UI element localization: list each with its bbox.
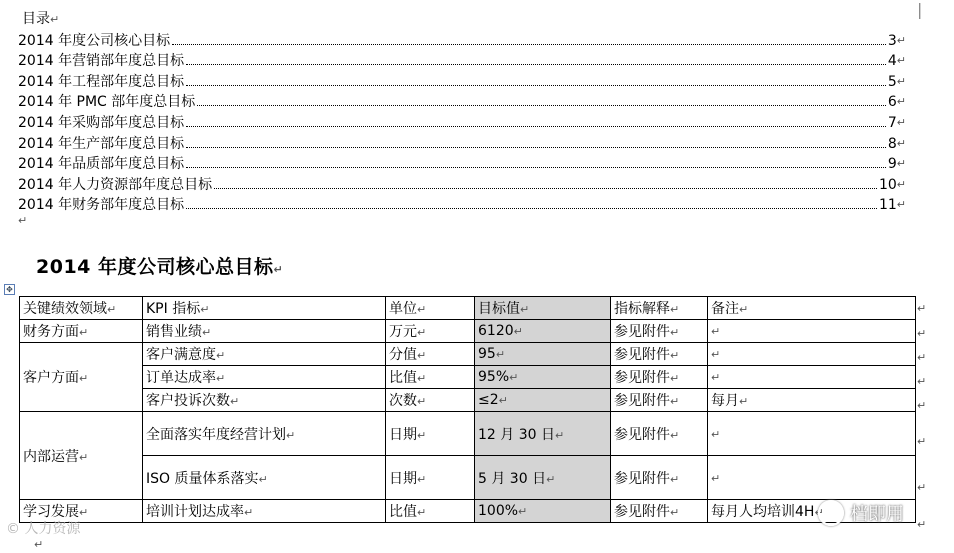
- toc-entry-title: 2014 年财务部年度总目标: [18, 197, 185, 214]
- paragraph-mark: ↵: [546, 472, 556, 486]
- toc-dot-leader: [186, 208, 877, 209]
- row-end-mark: ↵: [917, 327, 927, 340]
- table-row: [20, 500, 916, 523]
- column-header-text: 单位: [389, 301, 417, 317]
- paragraph-mark: ↵: [79, 326, 89, 339]
- explain-text: 参见附件: [614, 426, 670, 443]
- toc-heading: [22, 8, 59, 28]
- paragraph-mark: ↵: [216, 372, 226, 385]
- paragraph-mark: ↵: [417, 372, 427, 385]
- toc-entry-page: 8: [887, 135, 897, 152]
- paragraph-mark: ↵: [739, 303, 749, 316]
- page-corner-mark: |: [917, 0, 923, 19]
- area-text: 学习发展: [23, 504, 79, 520]
- paragraph-mark: ↵: [498, 394, 508, 407]
- toc-entry[interactable]: [18, 133, 906, 154]
- paragraph-mark: ↵: [417, 349, 427, 362]
- area-text: 财务方面: [23, 324, 79, 340]
- toc-entry[interactable]: [18, 154, 906, 175]
- note-cell: [708, 366, 916, 389]
- note-text: 每月人均培训4H: [711, 504, 815, 520]
- kpi-cell: [143, 389, 386, 412]
- explain-text: 参见附件: [614, 347, 670, 363]
- unit-text: 日期: [389, 426, 417, 443]
- toc-dot-leader: [186, 85, 886, 86]
- paragraph-mark: ↵: [670, 506, 680, 519]
- note-cell: [708, 412, 916, 456]
- explain-cell: [611, 456, 708, 500]
- area-text: 客户方面: [23, 370, 79, 386]
- kpi-text: 全面落实年度经营计划: [146, 426, 286, 443]
- target-text: 95: [478, 346, 496, 362]
- kpi-cell: [143, 412, 386, 456]
- paragraph-mark: ↵: [554, 428, 565, 442]
- row-end-mark: ↵: [917, 435, 927, 448]
- target-text: 100%: [478, 503, 519, 519]
- row-end-mark: ↵: [917, 351, 927, 364]
- toc-entry-title: 2014 年采购部年度总目标: [18, 114, 185, 131]
- paragraph-mark: ↵: [670, 472, 680, 486]
- table-of-contents: [18, 30, 906, 215]
- column-header-explain: [611, 297, 708, 320]
- toc-entry-page: 10: [878, 176, 897, 193]
- watermark-left: © 人力资源: [6, 521, 81, 537]
- paragraph-mark: ↵: [417, 472, 427, 486]
- paragraph-mark: ↵: [79, 372, 89, 385]
- paragraph-mark: ↵: [18, 214, 28, 227]
- table-row: [20, 412, 916, 456]
- paragraph-mark: ↵: [258, 472, 268, 486]
- section-title: [36, 252, 283, 279]
- note-text: 每月: [711, 393, 739, 409]
- toc-entry[interactable]: [18, 174, 906, 195]
- paragraph-mark: ↵: [417, 428, 427, 442]
- column-header-note: [708, 297, 916, 320]
- toc-entry-page: 9: [887, 156, 897, 173]
- paragraph-mark: ↵: [216, 349, 226, 362]
- note-cell: [708, 343, 916, 366]
- row-end-mark: ↵: [917, 399, 927, 412]
- kpi-text: 订单达成率: [146, 370, 216, 386]
- paragraph-mark: ↵: [711, 348, 721, 361]
- column-header-area: [20, 297, 143, 320]
- target-cell: [475, 343, 611, 366]
- paragraph-mark: ↵: [79, 506, 89, 519]
- table-header-row: [20, 297, 916, 320]
- watermark-right: [818, 500, 904, 526]
- paragraph-mark: ↵: [417, 326, 427, 339]
- explain-cell: [611, 343, 708, 366]
- unit-text: 日期: [389, 470, 417, 487]
- target-text: 12 月 30 日: [478, 426, 555, 443]
- unit-text: 分值: [389, 347, 417, 363]
- area-cell: [20, 412, 143, 500]
- explain-cell: [611, 412, 708, 456]
- toc-entry[interactable]: [18, 195, 906, 216]
- table-row: [20, 456, 916, 500]
- note-cell: [708, 320, 916, 343]
- area-cell: [20, 343, 143, 412]
- paragraph-mark: ↵: [273, 263, 284, 276]
- toc-entry-title: 2014 年生产部年度总目标: [18, 135, 185, 152]
- paragraph-mark: ↵: [711, 325, 721, 338]
- kpi-table: [19, 296, 916, 523]
- paragraph-mark: ↵: [670, 326, 680, 339]
- toc-dot-leader: [186, 64, 886, 65]
- explain-cell: [611, 500, 708, 523]
- column-header-text: 指标解释: [614, 301, 670, 317]
- column-header-text: 目标值: [478, 301, 520, 317]
- toc-entry-page: 4: [887, 53, 897, 70]
- toc-entry[interactable]: [18, 71, 906, 92]
- toc-entry[interactable]: [18, 30, 906, 51]
- table-row: [20, 320, 916, 343]
- paragraph-mark: ↵: [417, 395, 427, 408]
- wechat-logo-icon: [818, 500, 844, 526]
- kpi-text: ISO 质量体系落实: [146, 470, 259, 487]
- paragraph-mark: ↵: [670, 303, 680, 316]
- paragraph-mark: ↵: [896, 115, 906, 129]
- paragraph-mark: ↵: [244, 506, 254, 519]
- paragraph-mark: ↵: [711, 427, 721, 441]
- paragraph-mark: ↵: [518, 505, 528, 518]
- paragraph-mark: ↵: [286, 428, 296, 442]
- paragraph-mark: ↵: [417, 303, 427, 316]
- paragraph-mark: ↵: [520, 303, 530, 316]
- unit-cell: [386, 320, 475, 343]
- paragraph-mark: ↵: [896, 198, 906, 212]
- paragraph-mark: ↵: [670, 428, 680, 442]
- table-row: [20, 389, 916, 412]
- paragraph-mark: ↵: [107, 303, 117, 316]
- explain-cell: [611, 366, 708, 389]
- kpi-text: 客户满意度: [146, 347, 216, 363]
- target-cell: [475, 389, 611, 412]
- toc-entry-title: 2014 年度公司核心目标: [18, 32, 171, 49]
- target-text: ≤2: [478, 392, 499, 408]
- paragraph-mark: ↵: [896, 74, 906, 88]
- explain-text: 参见附件: [614, 370, 670, 386]
- watermark-right-text: 档即用: [850, 504, 904, 525]
- move-cross-icon[interactable]: ✥: [4, 284, 15, 295]
- toc-heading-text: 目录: [22, 11, 50, 27]
- unit-cell: [386, 366, 475, 389]
- target-cell: [475, 500, 611, 523]
- toc-entry-page: 6: [887, 94, 897, 111]
- target-cell: [475, 366, 611, 389]
- unit-cell: [386, 343, 475, 366]
- paragraph-mark: ↵: [711, 471, 721, 485]
- toc-entry-page: 3: [887, 32, 897, 49]
- paragraph-mark: ↵: [896, 33, 906, 47]
- column-header-text: 关键绩效领域: [23, 301, 107, 317]
- paragraph-mark: ↵: [896, 54, 906, 68]
- toc-dot-leader: [197, 105, 886, 106]
- explain-text: 参见附件: [614, 504, 670, 520]
- table-row: [20, 366, 916, 389]
- paragraph-mark: ↵: [739, 395, 749, 408]
- toc-dot-leader: [186, 147, 886, 148]
- target-text: 95%: [478, 369, 510, 385]
- column-header-unit: [386, 297, 475, 320]
- target-text: 5 月 30 日: [478, 470, 547, 487]
- paragraph-mark: ↵: [495, 348, 506, 361]
- paragraph-mark: ↵: [670, 372, 680, 385]
- kpi-cell: [143, 320, 386, 343]
- toc-entry-page: 7: [887, 114, 897, 131]
- toc-entry-page: 11: [878, 197, 897, 214]
- paragraph-mark: ↵: [200, 303, 210, 316]
- column-header-kpi: [143, 297, 386, 320]
- unit-text: 次数: [389, 393, 417, 409]
- kpi-text: 培训计划达成率: [146, 504, 244, 520]
- explain-text: 参见附件: [614, 470, 670, 487]
- paragraph-mark: ↵: [711, 371, 721, 384]
- unit-cell: [386, 456, 475, 500]
- target-cell: [475, 412, 611, 456]
- toc-entry-title: 2014 年营销部年度总目标: [18, 53, 185, 70]
- paragraph-mark: ↵: [896, 95, 906, 109]
- toc-entry[interactable]: [18, 51, 906, 72]
- note-cell: [708, 389, 916, 412]
- unit-text: 比值: [389, 370, 417, 386]
- toc-entry[interactable]: [18, 112, 906, 133]
- table-row: [20, 343, 916, 366]
- note-cell: [708, 456, 916, 500]
- column-header-target: [475, 297, 611, 320]
- kpi-text: 销售业绩: [146, 324, 202, 340]
- unit-text: 万元: [389, 324, 417, 340]
- paragraph-mark: ↵: [230, 395, 240, 408]
- area-cell: [20, 320, 143, 343]
- paragraph-mark: ↵: [34, 538, 44, 551]
- paragraph-mark: ↵: [509, 371, 519, 384]
- explain-text: 参见附件: [614, 393, 670, 409]
- paragraph-mark: ↵: [202, 326, 212, 339]
- toc-dot-leader: [186, 167, 886, 168]
- target-cell: [475, 320, 611, 343]
- paragraph-mark: ↵: [670, 349, 680, 362]
- paragraph-mark: ↵: [896, 136, 906, 150]
- explain-cell: [611, 389, 708, 412]
- paragraph-mark: ↵: [513, 325, 523, 338]
- paragraph-mark: ↵: [417, 506, 427, 519]
- target-cell: [475, 456, 611, 500]
- unit-text: 比值: [389, 504, 417, 520]
- column-header-text: 备注: [711, 301, 739, 317]
- column-header-text: KPI 指标: [146, 301, 201, 317]
- kpi-cell: [143, 343, 386, 366]
- kpi-text: 客户投诉次数: [146, 393, 230, 409]
- paragraph-mark: ↵: [79, 450, 89, 464]
- area-text: 内部运营: [23, 448, 79, 465]
- toc-entry-page: 5: [887, 73, 897, 90]
- toc-entry-title: 2014 年人力资源部年度总目标: [18, 176, 213, 193]
- target-text: 6120: [478, 323, 514, 339]
- unit-cell: [386, 412, 475, 456]
- toc-entry-title: 2014 年品质部年度总目标: [18, 156, 185, 173]
- paragraph-mark: ↵: [50, 13, 60, 26]
- unit-cell: [386, 389, 475, 412]
- kpi-cell: [143, 456, 386, 500]
- toc-dot-leader: [186, 126, 886, 127]
- kpi-cell: [143, 366, 386, 389]
- kpi-cell: [143, 500, 386, 523]
- paragraph-mark: ↵: [896, 177, 906, 191]
- row-end-mark: ↵: [917, 518, 927, 531]
- row-end-mark: ↵: [917, 302, 927, 315]
- section-title-text: 2014 年度公司核心总目标: [36, 256, 274, 278]
- toc-entry-title: 2014 年 PMC 部年度总目标: [18, 94, 196, 111]
- paragraph-mark: ↵: [814, 506, 824, 519]
- toc-entry[interactable]: [18, 92, 906, 113]
- row-end-mark: ↵: [917, 375, 927, 388]
- toc-entry-title: 2014 年工程部年度总目标: [18, 73, 185, 90]
- toc-dot-leader: [172, 44, 886, 45]
- explain-cell: [611, 320, 708, 343]
- unit-cell: [386, 500, 475, 523]
- row-end-mark: ↵: [917, 481, 927, 494]
- paragraph-mark: ↵: [670, 395, 680, 408]
- explain-text: 参见附件: [614, 324, 670, 340]
- toc-dot-leader: [214, 188, 877, 189]
- paragraph-mark: ↵: [896, 157, 906, 171]
